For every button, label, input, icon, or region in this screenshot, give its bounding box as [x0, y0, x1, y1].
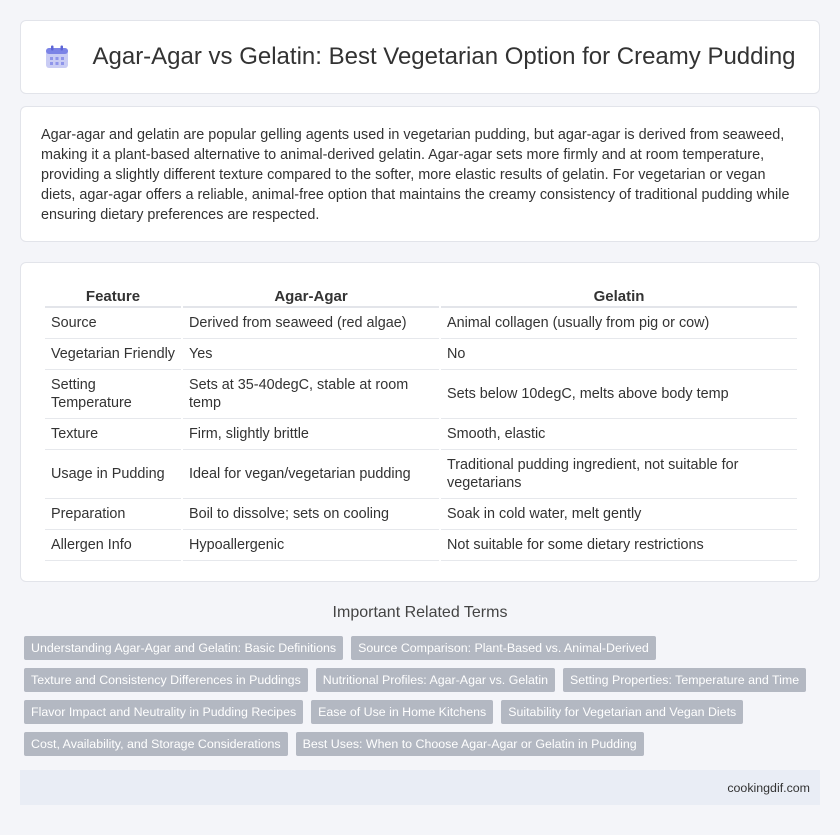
- related-term-tag[interactable]: Suitability for Vegetarian and Vegan Diets: [501, 700, 743, 724]
- related-terms-list: [24, 636, 820, 764]
- gelatin-cell: Animal collagen (usually from pig or cow): [441, 308, 797, 339]
- comparison-card: [20, 262, 820, 582]
- tag-row: [24, 636, 820, 660]
- intro-text: Agar-agar and gelatin are popular gelling agents used in vegetarian pudding, but agar-agar is derived from seaweed, making it a plant-based alternative to animal-derived gelatin. Agar-agar sets more firmly and at room temperature, providing a slightly different texture compared to the softer, more elastic results of gelatin. For vegetarian or vegan diets, agar-agar offers a reliable, animal-free option that maintains the creamy consistency of traditional pudding while ensuring dietary preferences are respected.: [41, 127, 790, 223]
- header-card: [20, 20, 820, 94]
- header-gelatin: Gelatin: [441, 285, 797, 308]
- feature-cell: Allergen Info: [45, 530, 181, 561]
- table-row: [45, 419, 797, 450]
- table-row: [45, 308, 797, 339]
- agar-cell: Hypoallergenic: [183, 530, 439, 561]
- related-term-tag[interactable]: Texture and Consistency Differences in Puddings: [24, 668, 308, 692]
- related-term-tag[interactable]: Setting Properties: Temperature and Time: [563, 668, 806, 692]
- gelatin-cell: Smooth, elastic: [441, 419, 797, 450]
- gelatin-cell: No: [441, 339, 797, 370]
- comparison-table: [43, 285, 799, 561]
- table-row: [45, 499, 797, 530]
- intro-card: [20, 106, 820, 242]
- tag-row: [24, 732, 820, 756]
- related-term-tag[interactable]: Cost, Availability, and Storage Considerations: [24, 732, 288, 756]
- gelatin-cell: Traditional pudding ingredient, not suitable for vegetarians: [441, 450, 797, 499]
- footer: [20, 770, 820, 805]
- related-term-tag[interactable]: Nutritional Profiles: Agar-Agar vs. Gelatin: [316, 668, 555, 692]
- tag-row: [24, 668, 820, 692]
- page-title: Agar-Agar vs Gelatin: Best Vegetarian Option for Creamy Pudding: [92, 43, 796, 70]
- feature-cell: Usage in Pudding: [45, 450, 181, 499]
- gelatin-cell: Soak in cold water, melt gently: [441, 499, 797, 530]
- header-feature: Feature: [45, 285, 181, 308]
- tag-row: [24, 700, 820, 724]
- table-row: [45, 339, 797, 370]
- table-row: [45, 370, 797, 419]
- feature-cell: Vegetarian Friendly: [45, 339, 181, 370]
- feature-cell: Source: [45, 308, 181, 339]
- agar-cell: Firm, slightly brittle: [183, 419, 439, 450]
- feature-cell: Texture: [45, 419, 181, 450]
- related-terms-title: Important Related Terms: [332, 604, 508, 621]
- agar-cell: Yes: [183, 339, 439, 370]
- feature-cell: Setting Temperature: [45, 370, 181, 419]
- related-term-tag[interactable]: Source Comparison: Plant-Based vs. Animal-Derived: [351, 636, 656, 660]
- gelatin-cell: Not suitable for some dietary restrictions: [441, 530, 797, 561]
- agar-cell: Sets at 35-40degC, stable at room temp: [183, 370, 439, 419]
- calendar-icon: [44, 44, 70, 70]
- related-term-tag[interactable]: Understanding Agar-Agar and Gelatin: Basic Definitions: [24, 636, 343, 660]
- related-term-tag[interactable]: Ease of Use in Home Kitchens: [311, 700, 493, 724]
- table-row: [45, 450, 797, 499]
- agar-cell: Derived from seaweed (red algae): [183, 308, 439, 339]
- related-term-tag[interactable]: Flavor Impact and Neutrality in Pudding Recipes: [24, 700, 303, 724]
- agar-cell: Ideal for vegan/vegetarian pudding: [183, 450, 439, 499]
- gelatin-cell: Sets below 10degC, melts above body temp: [441, 370, 797, 419]
- table-header-row: [45, 285, 797, 308]
- header-agar-agar: Agar-Agar: [183, 285, 439, 308]
- feature-cell: Preparation: [45, 499, 181, 530]
- related-term-tag[interactable]: Best Uses: When to Choose Agar-Agar or Gelatin in Pudding: [296, 732, 644, 756]
- table-row: [45, 530, 797, 561]
- agar-cell: Boil to dissolve; sets on cooling: [183, 499, 439, 530]
- site-credit[interactable]: cookingdif.com: [727, 780, 810, 795]
